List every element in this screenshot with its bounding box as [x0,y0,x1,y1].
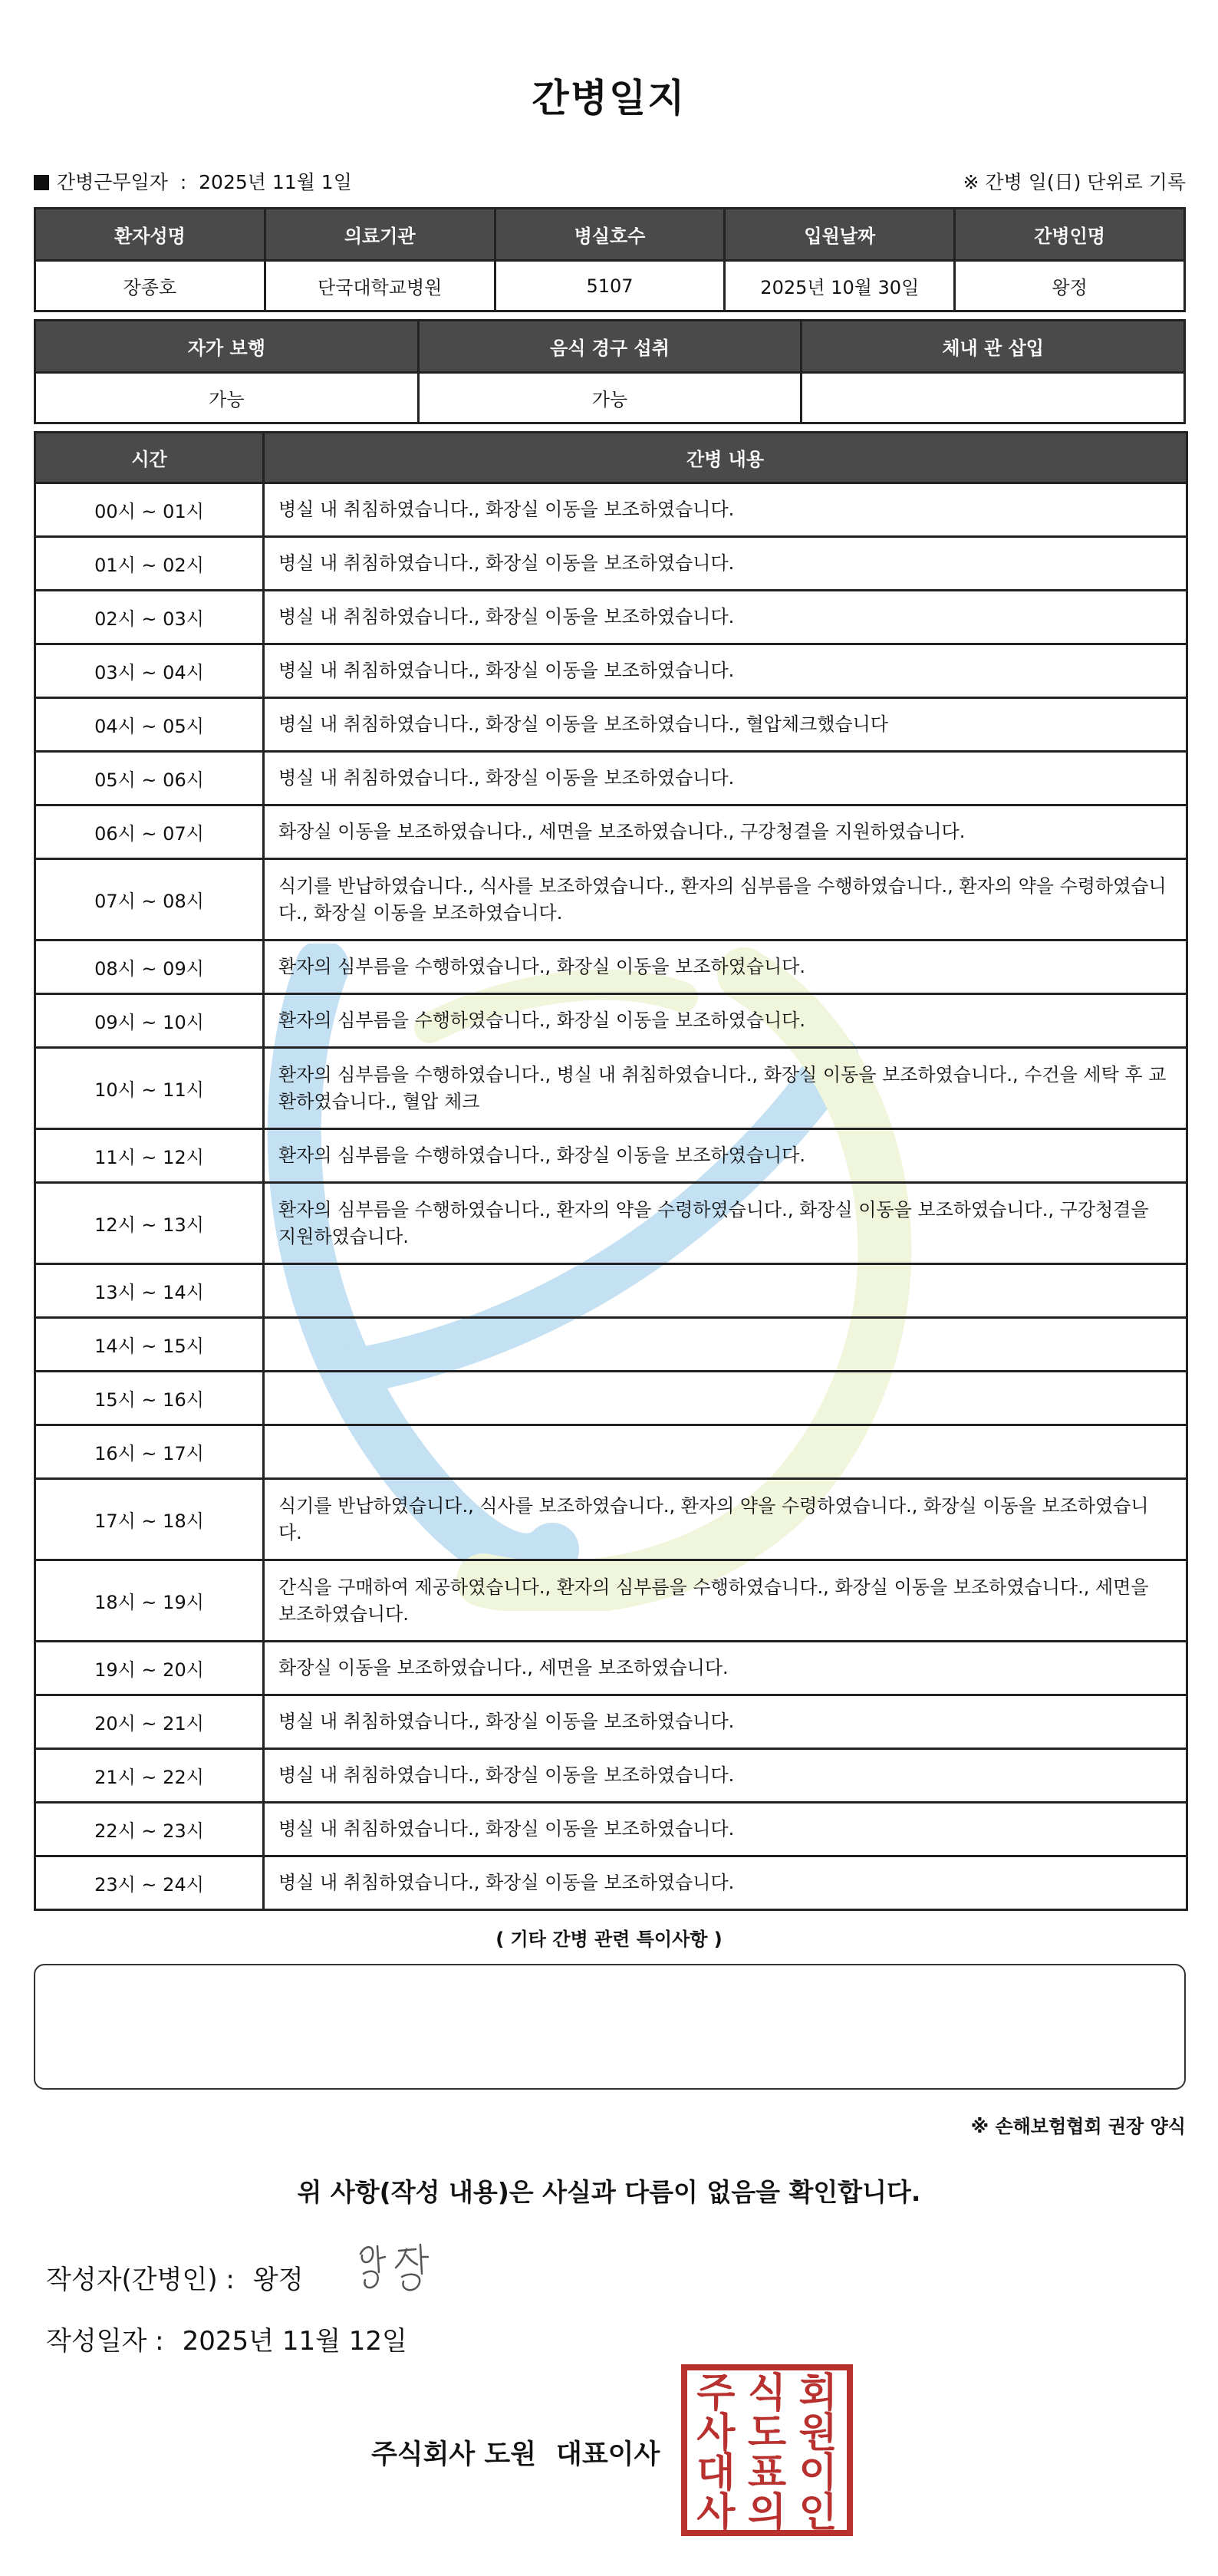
header-care-content: 간병 내용 [264,433,1187,483]
header-patient-name: 환자성명 [35,209,265,261]
oral-intake-value: 가능 [418,373,802,423]
care-log-row [35,1856,1187,1910]
care-log-content: 환자의 심부름을 수행하였습니다., 환자의 약을 수령하였습니다., 화장실 이동을 보조하였습니다., 구강청결을 지원하였습니다. [264,1183,1187,1264]
care-log-content: 환자의 심부름을 수행하였습니다., 화장실 이동을 보조하였습니다. [264,940,1187,994]
recommend-note: ※ 손해보험협회 권장 양식 [970,2116,1186,2137]
care-log-time: 17시 ~ 18시 [35,1479,264,1560]
care-log-content [264,1425,1187,1479]
care-log-content: 병실 내 취침하였습니다., 화장실 이동을 보조하였습니다. [264,644,1187,698]
care-log-time: 23시 ~ 24시 [35,1856,264,1910]
patient-status-table [34,319,1186,424]
header-self-walking: 자가 보행 [35,321,419,373]
care-log-time: 10시 ~ 11시 [35,1048,264,1129]
writer-line [46,2258,304,2296]
seal-char: 인 [798,2490,838,2536]
seal-char: 이 [798,2450,838,2496]
care-log-table [34,431,1188,1911]
header-admission-date: 입원날짜 [725,209,955,261]
writer-label: 작성자(간병인) : [46,2265,235,2295]
care-log-time: 07시 ~ 08시 [35,859,264,940]
care-log-content: 병실 내 취침하였습니다., 화장실 이동을 보조하였습니다. [264,483,1187,537]
notes-box [34,1964,1186,2090]
care-log-content: 병실 내 취침하였습니다., 화장실 이동을 보조하였습니다. [264,1803,1187,1856]
care-log-content: 화장실 이동을 보조하였습니다., 세면을 보조하였습니다. [264,1642,1187,1695]
seal-char: 주 [696,2370,736,2416]
written-date-label: 작성일자 : [46,2326,164,2357]
unit-note: ※ 간병 일(日) 단위로 기록 [963,171,1186,193]
care-log-content: 환자의 심부름을 수행하였습니다., 병실 내 취침하였습니다., 화장실 이동을 보조하였습니다., 수건을 세탁 후 교환하였습니다., 혈압 체크 [264,1048,1187,1129]
work-date-label: 간병근무일자 [57,171,168,193]
header-time: 시간 [35,433,264,483]
care-log-row [35,644,1187,698]
tube-insertion-value [802,373,1185,423]
patient-name: 장종호 [35,261,265,311]
patient-info-table [34,207,1186,312]
care-log-content: 병실 내 취침하였습니다., 화장실 이동을 보조하였습니다. [264,537,1187,591]
document-title: 간병일지 [532,76,686,120]
care-log-row [35,698,1187,752]
care-log-content [264,1372,1187,1425]
care-log-row [35,1425,1187,1479]
care-log-time: 03시 ~ 04시 [35,644,264,698]
care-log-content [264,1264,1187,1318]
care-log-content: 병실 내 취침하였습니다., 화장실 이동을 보조하였습니다. [264,591,1187,644]
header-oral-intake: 음식 경구 섭취 [418,321,802,373]
self-walking-value: 가능 [35,373,419,423]
care-log-time: 22시 ~ 23시 [35,1803,264,1856]
caregiver-name: 왕정 [955,261,1185,311]
care-log-row [35,1318,1187,1372]
care-log-time: 04시 ~ 05시 [35,698,264,752]
care-log-content: 병실 내 취침하였습니다., 화장실 이동을 보조하였습니다. [264,1749,1187,1803]
care-log-row [35,940,1187,994]
written-date-line [46,2320,407,2357]
care-log-time: 06시 ~ 07시 [35,805,264,859]
care-log-time: 16시 ~ 17시 [35,1425,264,1479]
care-log-row [35,994,1187,1048]
header-tube-insertion: 체내 관 삽입 [802,321,1185,373]
care-log-header-row [35,433,1187,483]
room-number: 5107 [495,261,725,311]
care-log-row [35,1642,1187,1695]
care-log-row [35,483,1187,537]
black-square-icon [34,175,49,190]
seal-char: 표 [747,2450,787,2496]
seal-char: 사 [696,2410,736,2456]
care-log-time: 08시 ~ 09시 [35,940,264,994]
company-name: 주식회사 도원 [371,2439,537,2470]
seal-char: 대 [696,2450,736,2496]
care-log-time: 12시 ~ 13시 [35,1183,264,1264]
care-log-time: 09시 ~ 10시 [35,994,264,1048]
patient-info-value-row [35,261,1185,311]
work-date [34,167,352,195]
care-log-time: 00시 ~ 01시 [35,483,264,537]
work-date-separator: : [179,171,187,193]
care-log-content: 식기를 반납하였습니다., 식사를 보조하였습니다., 환자의 약을 수령하였습니다., 화장실 이동을 보조하였습니다. [264,1479,1187,1560]
care-log-content: 병실 내 취침하였습니다., 화장실 이동을 보조하였습니다. [264,1695,1187,1749]
company-line [371,2433,680,2472]
care-log-time: 02시 ~ 03시 [35,591,264,644]
header-room-number: 병실호수 [495,209,725,261]
care-log-time: 14시 ~ 15시 [35,1318,264,1372]
handwritten-signature [354,2238,439,2297]
care-log-time: 13시 ~ 14시 [35,1264,264,1318]
care-log-content: 간식을 구매하여 제공하였습니다., 환자의 심부름을 수행하였습니다., 화장실 이동을 보조하였습니다., 세면을 보조하였습니다. [264,1560,1187,1642]
seal-char: 식 [747,2370,787,2416]
care-log-time: 19시 ~ 20시 [35,1642,264,1695]
care-log-content: 환자의 심부름을 수행하였습니다., 화장실 이동을 보조하였습니다. [264,1129,1187,1183]
care-log-row [35,1264,1187,1318]
care-log-time: 15시 ~ 16시 [35,1372,264,1425]
care-log-row [35,859,1187,940]
care-log-row [35,1048,1187,1129]
care-log-row [35,1479,1187,1560]
care-log-row [35,1183,1187,1264]
care-log-time: 11시 ~ 12시 [35,1129,264,1183]
confirmation-statement: 위 사항(작성 내용)은 사실과 다름이 없음을 확인합니다. [297,2177,921,2207]
care-log-time: 05시 ~ 06시 [35,752,264,805]
patient-status-header-row [35,321,1185,373]
care-log-content: 병실 내 취침하였습니다., 화장실 이동을 보조하였습니다. [264,752,1187,805]
care-log-time: 18시 ~ 19시 [35,1560,264,1642]
care-log-row [35,1372,1187,1425]
care-log-content: 병실 내 취침하였습니다., 화장실 이동을 보조하였습니다. [264,1856,1187,1910]
care-log-row [35,591,1187,644]
care-log-row [35,1695,1187,1749]
care-log-time: 21시 ~ 22시 [35,1749,264,1803]
care-log-row [35,537,1187,591]
care-log-row [35,1129,1187,1183]
written-date-value: 2025년 11월 12일 [182,2326,407,2357]
care-log-content: 화장실 이동을 보조하였습니다., 세면을 보조하였습니다., 구강청결을 지원하였습니다. [264,805,1187,859]
care-log-body [35,483,1187,1910]
seal-char: 원 [798,2410,838,2456]
seal-char: 의 [747,2490,787,2536]
care-log-row [35,1749,1187,1803]
writer-name: 왕정 [252,2265,304,2295]
care-log-row [35,1560,1187,1642]
care-log-row [35,1803,1187,1856]
header-caregiver-name: 간병인명 [955,209,1185,261]
company-title: 대표이사 [556,2439,660,2470]
care-log-content: 식기를 반납하였습니다., 식사를 보조하였습니다., 환자의 심부름을 수행하였습니다., 환자의 약을 수령하였습니다., 화장실 이동을 보조하였습니다. [264,859,1187,940]
seal-char: 도 [747,2410,787,2456]
care-log-content [264,1318,1187,1372]
work-date-value: 2025년 11월 1일 [199,171,352,193]
care-log-time: 20시 ~ 21시 [35,1695,264,1749]
seal-char: 사 [696,2490,736,2536]
hospital-name: 단국대학교병원 [265,261,495,311]
admission-date: 2025년 10월 30일 [725,261,955,311]
notes-title: ( 기타 간병 관련 특이사항 ) [495,1929,723,1950]
care-log-content: 환자의 심부름을 수행하였습니다., 화장실 이동을 보조하였습니다. [264,994,1187,1048]
patient-status-value-row [35,373,1185,423]
patient-info-header-row [35,209,1185,261]
care-log-row [35,752,1187,805]
company-seal-stamp [681,2364,853,2536]
care-log-row [35,805,1187,859]
header-hospital: 의료기관 [265,209,495,261]
seal-char: 회 [798,2370,838,2416]
care-log-time: 01시 ~ 02시 [35,537,264,591]
care-log-content: 병실 내 취침하였습니다., 화장실 이동을 보조하였습니다., 혈압체크했습니다 [264,698,1187,752]
